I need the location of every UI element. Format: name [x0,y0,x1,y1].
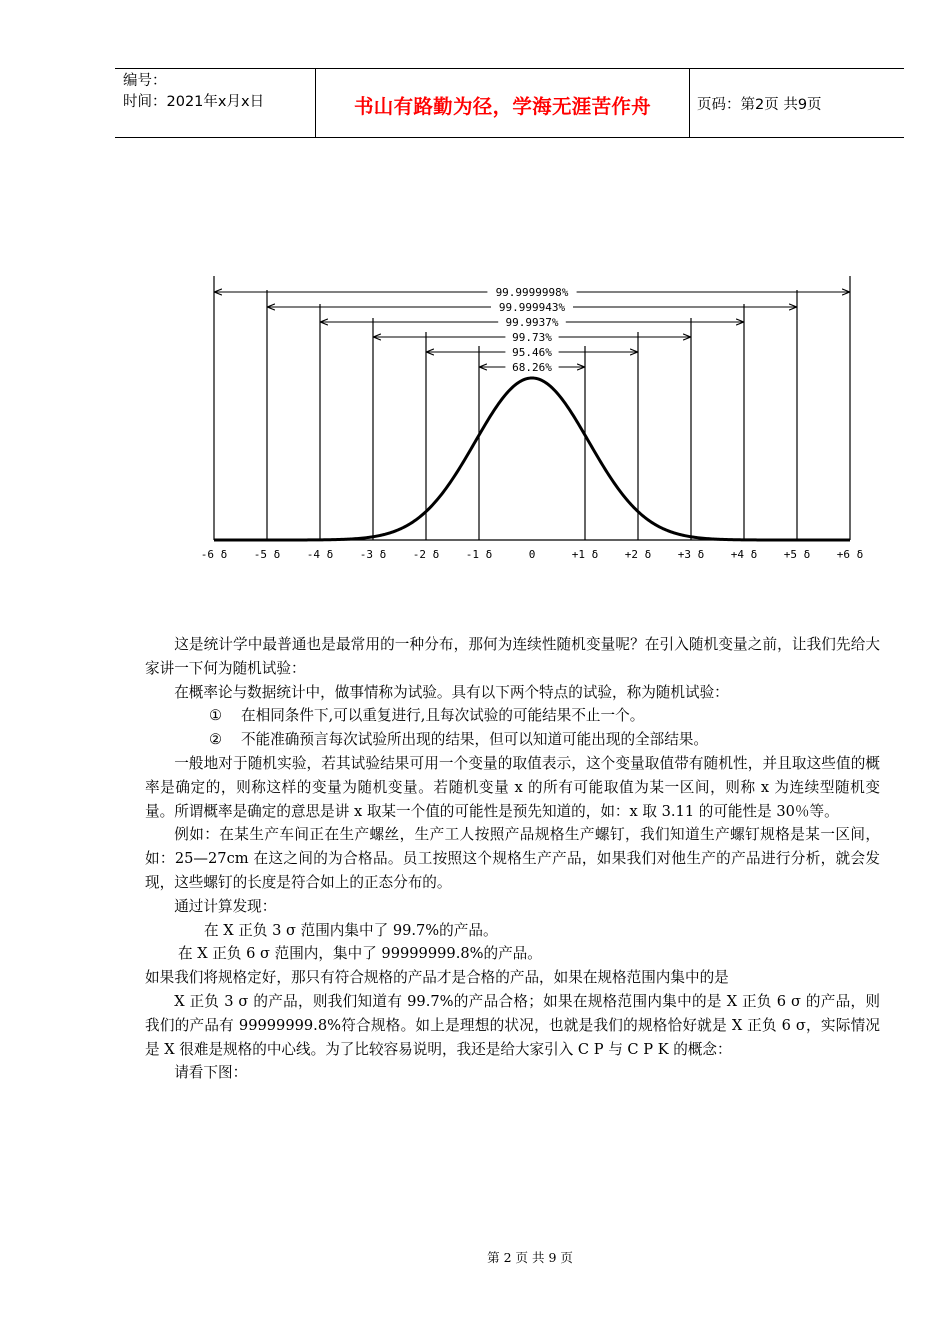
list-item [145,728,880,752]
normal-distribution-chart [196,268,868,568]
x-tick-label: +4 δ [730,548,758,561]
list-marker: ② [209,731,223,749]
number-label: 编号： [123,73,167,89]
x-tick-label: -6 δ [200,548,228,561]
time-label: 时间：2021年x月x日 [123,94,265,110]
list-item-text: 不能准确预言每次试验所出现的结果，但可以知道可能出现的全部结果。 [241,731,709,749]
interval-label: 99.9937% [505,316,559,329]
paragraph: 请看下图： [174,1064,248,1082]
list-marker: ① [209,707,223,725]
page-label: 页码：第2页 共9页 [697,97,822,113]
interval-label: 68.26% [512,361,552,374]
page-footer: 第 2 页 共 9 页 [487,1250,573,1265]
paragraph: 一般地对于随机实验，若其试验结果可用一个变量的取值表示，这个变量取值带有随机性，并且取这些值的概率是确定的，则称这样的变量为随机变量。若随机变量 x 的所有可能取值为某一区间，则称 x 为连续型随机变量。所谓概率是确定的意思是讲 x 取某一个值的可能性是预先知道的，如：x 取 3.11 的可能性是 30％等。 [145,754,880,820]
header-meta [123,71,264,113]
x-tick-label: -3 δ [359,548,387,561]
paragraph: 在 X 正负 6 σ 范围内，集中了 99999999.8%的产品。 [178,945,542,963]
x-tick-label: +6 δ [836,548,864,561]
interval-label: 95.46% [512,346,552,359]
chart-svg [196,268,868,568]
x-tick-label: +3 δ [677,548,705,561]
page-header [115,68,904,138]
x-tick-label: +5 δ [783,548,811,561]
bell-curve [214,378,850,540]
interval-label: 99.999943% [498,301,566,314]
paragraph: X 正负 3 σ 的产品，则我们知道有 99.7%的产品合格；如果在规格范围内集中的是 X 正负 6 σ 的产品，则我们的产品有 99999999.8%符合规格。如上是理想的状况，也就是我们的规格恰好就是 X 正负 6 σ，实际情况是 X 很难是规格的中心线。为了比较容易说明，我还是给大家引入 C P 与 C P K 的概念： [145,992,880,1058]
paragraph: 例如：在某生产车间正在生产螺丝，生产工人按照产品规格生产螺钉，我们知道生产螺钉规格是某一区间，如：25—27cm 在这之间的为合格品。员工按照这个规格生产产品，如果我们对他生产的产品进行分析，就会发现，这些螺钉的长度是符合如上的正态分布的。 [145,826,880,891]
paragraph: 在 X 正负 3 σ 范围内集中了 99.7%的产品。 [204,921,498,939]
x-tick-label: -1 δ [465,548,493,561]
x-tick-label: +2 δ [624,548,652,561]
document-body [145,633,880,1085]
paragraph: 通过计算发现： [174,897,277,915]
x-tick-label: -4 δ [306,548,334,561]
list-item-text: 在相同条件下,可以重复进行,且每次试验的可能结果不止一个。 [241,707,645,725]
x-tick-label: +1 δ [571,548,599,561]
x-tick-label: -2 δ [412,548,440,561]
paragraph: 在概率论与数据统计中，做事情称为试验。具有以下两个特点的试验，称为随机试验： [174,683,729,701]
interval-label: 99.9999998% [495,286,569,299]
interval-label: 99.73% [512,331,552,344]
paragraph: 如果我们将规格定好，那只有符合规格的产品才是合格的产品，如果在规格范围内集中的是 [145,969,729,987]
paragraph: 这是统计学中最普通也是最常用的一种分布，那何为连续性随机变量呢？在引入随机变量之前，让我们先给大家讲一下何为随机试验： [145,636,880,677]
header-motto: 书山有路勤为径，学海无涯苦作舟 [353,95,651,118]
x-tick-label: -5 δ [253,548,281,561]
list-item [145,704,880,728]
x-tick-label: 0 [528,548,536,561]
